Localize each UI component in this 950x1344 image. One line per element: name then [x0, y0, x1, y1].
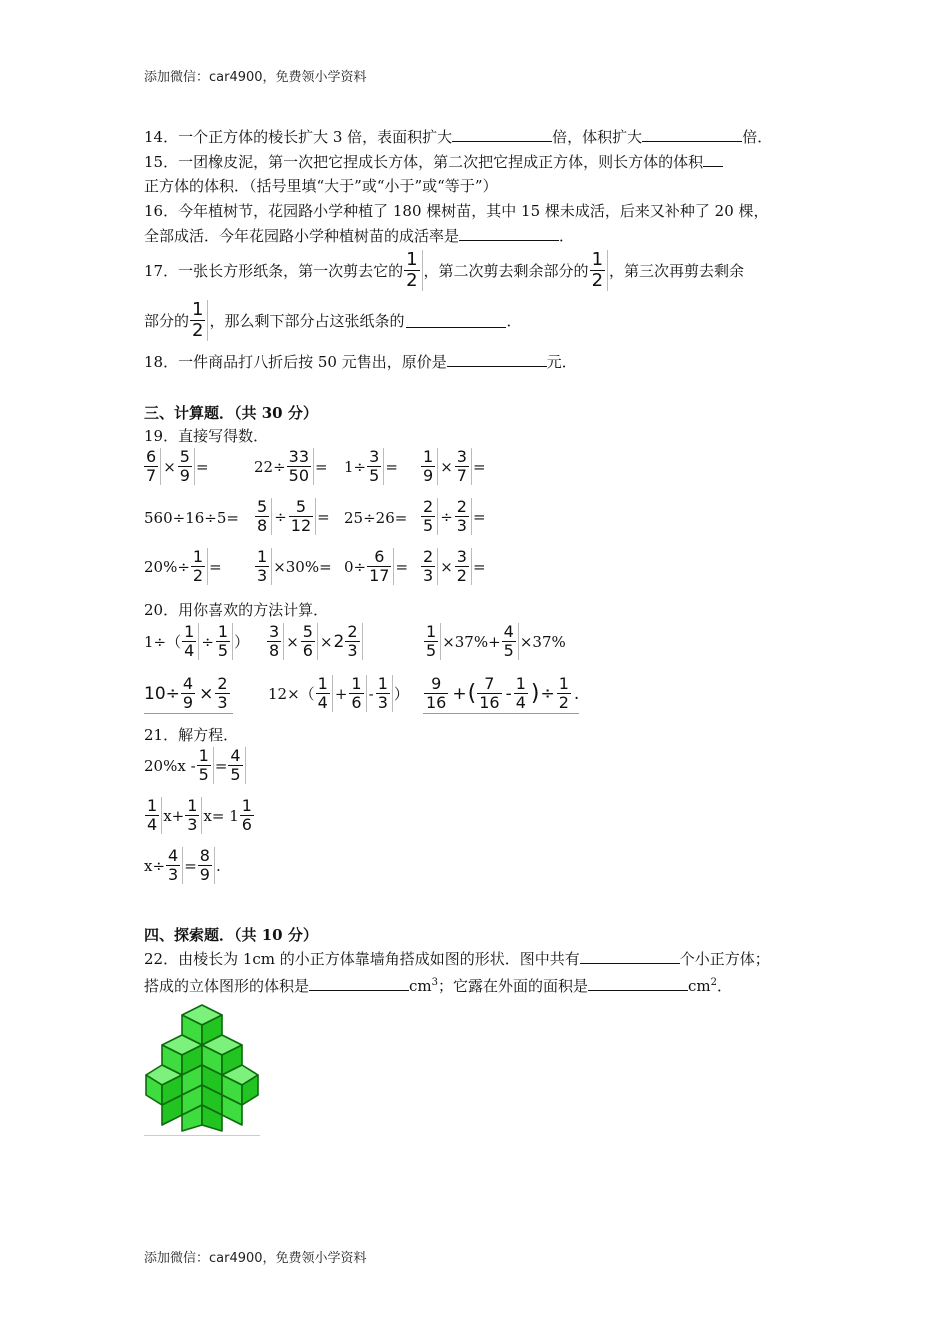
fraction: $\frac{2}{3}$: [455, 498, 472, 535]
fraction: $\frac{3}{2}$: [455, 548, 472, 585]
fraction: $\frac{1}{3}$: [376, 675, 393, 712]
question-15-line2: 正方体的体积．（括号里填“大于”或“小于”或“等于”）: [144, 177, 498, 195]
fraction: $\frac{1}{2}$: [590, 250, 608, 291]
fraction: $\frac{3}{8}$: [267, 623, 284, 660]
fraction: $\frac{1}{4}$: [316, 675, 333, 712]
fraction: $\frac{1}{5}$: [424, 623, 441, 660]
calc-20-1: 1÷（ $\frac{1}{4}$ ÷ $\frac{1}{5}$ ）: [144, 622, 250, 660]
fraction: $\frac{4}{3}$: [166, 847, 183, 884]
calc-19-10: $\frac{1}{3}$ ×30%=: [257, 547, 332, 585]
fraction: $\frac{1}{5}$: [216, 623, 233, 660]
fraction: $\frac{5}{6}$: [301, 623, 318, 660]
question-18: 18．一件商品打八折后按 50 元售出，原价是 元．: [144, 353, 577, 371]
fraction: $\frac{5}{12}$: [289, 498, 316, 535]
answer-blank[interactable]: [588, 976, 688, 991]
question-17-line1: 17．一张长方形纸条，第一次剪去它的 $\frac{1}{2}$ ，第二次剪去剩余部分的 $\frac{1}{2}$ ，第三次再剪去剩余: [144, 249, 745, 291]
fraction: $\frac{6}{7}$: [144, 448, 161, 485]
calc-19-2: 22÷ $\frac{33}{50}$ =: [254, 447, 328, 485]
fraction: $\frac{4}{5}$: [502, 623, 519, 660]
fraction: $\frac{1}{5}$: [197, 747, 214, 784]
fraction: $\frac{1}{9}$: [421, 448, 438, 485]
fraction: $\frac{1}{2}$: [190, 300, 208, 341]
fraction: $\frac{1}{4}$: [145, 797, 162, 834]
fraction: $\frac{4}{9}$: [182, 674, 194, 712]
calc-19-4: $\frac{1}{9}$ × $\frac{3}{7}$ =: [423, 447, 486, 485]
answer-blank[interactable]: [309, 976, 409, 991]
fraction: $\frac{2}{3}$: [421, 548, 438, 585]
fraction: $\frac{9}{16}$: [426, 674, 447, 712]
fraction: $\frac{2}{3}$: [217, 674, 228, 712]
page-header: 添加微信：car4900，免费领小学资料: [144, 70, 367, 85]
answer-blank[interactable]: [406, 313, 506, 328]
calc-19-11: 0÷ $\frac{6}{17}$ =: [344, 547, 409, 585]
question-16-line1: 16．今年植树节，花园路小学种植了 180 棵树苗，其中 15 棵未成活，后来又补种了 20 棵，: [144, 202, 769, 220]
equation-21-3: x÷ $\frac{4}{3}$ = $\frac{8}{9}$ .: [144, 846, 221, 884]
calc-20-2: $\frac{3}{8}$ × $\frac{5}{6}$ × 2 $\frac{2}{3}$: [266, 623, 364, 660]
fraction: $\frac{7}{16}$: [479, 674, 500, 712]
question-20: 20．用你喜欢的方法计算．: [144, 601, 329, 619]
calc-20-5: 12×（ $\frac{1}{4}$ + $\frac{1}{6}$ - $\frac{1}{3}$ ）: [268, 674, 409, 712]
answer-blank[interactable]: [642, 127, 742, 142]
fraction: $\frac{6}{17}$: [367, 548, 394, 585]
cube-stack-icon: [144, 1003, 260, 1133]
fraction: $\frac{1}{4}$: [182, 623, 199, 660]
fraction: $\frac{2}{3}$: [345, 623, 362, 660]
question-19: 19．直接写得数．: [144, 427, 269, 445]
calc-19-7: 25÷26=: [344, 509, 408, 527]
fraction: $\frac{1}{4}$: [515, 674, 526, 712]
question-14: 14．一个正方体的棱长扩大 3 倍，表面积扩大 倍，体积扩大 倍．: [144, 128, 773, 146]
question-22-line1: 22．由棱长为 1cm 的小正方体靠墙角搭成如图的形状．图中共有 个小正方体；: [144, 950, 770, 968]
page-footer: 添加微信：car4900，免费领小学资料: [144, 1251, 367, 1266]
fraction: $\frac{1}{6}$: [349, 675, 366, 712]
section-3-title: 三、计算题．（共 30 分）: [144, 404, 318, 422]
cube-stack-figure: [144, 1003, 260, 1136]
answer-blank[interactable]: [703, 152, 723, 167]
equation-21-1: 20%x - $\frac{1}{5}$ = $\frac{4}{5}$: [144, 747, 247, 784]
question-16-line2: 全部成活．今年花园路小学种植树苗的成活率是 ．: [144, 227, 575, 245]
fraction: $\frac{2}{5}$: [421, 498, 438, 535]
answer-blank[interactable]: [452, 127, 552, 142]
question-17-line2: 部分的 $\frac{1}{2}$ ，那么剩下部分占这张纸条的 ．: [144, 299, 522, 341]
fraction: $\frac{5}{8}$: [255, 498, 272, 535]
calc-19-3: 1÷ $\frac{3}{5}$ =: [344, 447, 398, 485]
fraction: $\frac{1}{2}$: [558, 674, 569, 712]
calc-19-8: $\frac{2}{5}$ ÷ $\frac{2}{3}$ =: [423, 497, 486, 535]
equation-21-2: $\frac{1}{4}$ x+ $\frac{1}{3}$ x= 1 $\frac{1}{6}$: [144, 797, 257, 834]
question-22-line2: 搭成的立体图形的体积是 $cm^3$；它露在外面的面积是 $cm^2$．: [144, 977, 733, 995]
calc-19-9: 20%÷ $\frac{1}{2}$ =: [144, 547, 222, 585]
answer-blank[interactable]: [459, 226, 559, 241]
fraction: $\frac{1}{2}$: [404, 250, 422, 291]
fraction: $\frac{1}{3}$: [185, 797, 202, 834]
question-21: 21．解方程．: [144, 726, 239, 744]
fraction: $\frac{1}{2}$: [191, 548, 208, 585]
fraction: $\frac{8}{9}$: [198, 847, 215, 884]
calc-19-6: $\frac{5}{8}$ ÷ $\frac{5}{12}$ =: [257, 497, 330, 535]
section-4-title: 四、探索题．（共 10 分）: [144, 926, 318, 944]
fraction: $\frac{4}{5}$: [228, 747, 245, 784]
fraction: $\frac{3}{5}$: [367, 448, 384, 485]
calc-19-1: $\frac{6}{7}$ × $\frac{5}{9}$ =: [146, 447, 209, 485]
fraction: $\frac{3}{7}$: [455, 448, 472, 485]
answer-blank[interactable]: [447, 352, 547, 367]
calc-20-3: $\frac{1}{5}$ ×37%+ $\frac{4}{5}$ ×37%: [426, 622, 566, 660]
fraction: $\frac{1}{3}$: [255, 548, 272, 585]
question-15-line1: 15．一团橡皮泥，第一次把它捏成长方体，第二次把它捏成正方体，则长方体的体积: [144, 152, 723, 172]
calc-19-5: 560÷16÷5=: [144, 509, 239, 527]
fraction: $\frac{1}{6}$: [241, 796, 252, 834]
fraction: $\frac{33}{50}$: [287, 448, 314, 485]
answer-blank[interactable]: [580, 949, 680, 964]
fraction: $\frac{5}{9}$: [178, 448, 195, 485]
calc-19-12: $\frac{2}{3}$ × $\frac{3}{2}$ =: [423, 547, 486, 585]
calc-20-4: 10÷ $\frac{4}{9}$ × $\frac{2}{3}$: [144, 675, 233, 714]
calc-20-6: $\frac{9}{16}$ + ( $\frac{7}{16}$ - $\frac{1}{4}$ ) ÷ $\frac{1}{2}$ .: [423, 675, 579, 714]
